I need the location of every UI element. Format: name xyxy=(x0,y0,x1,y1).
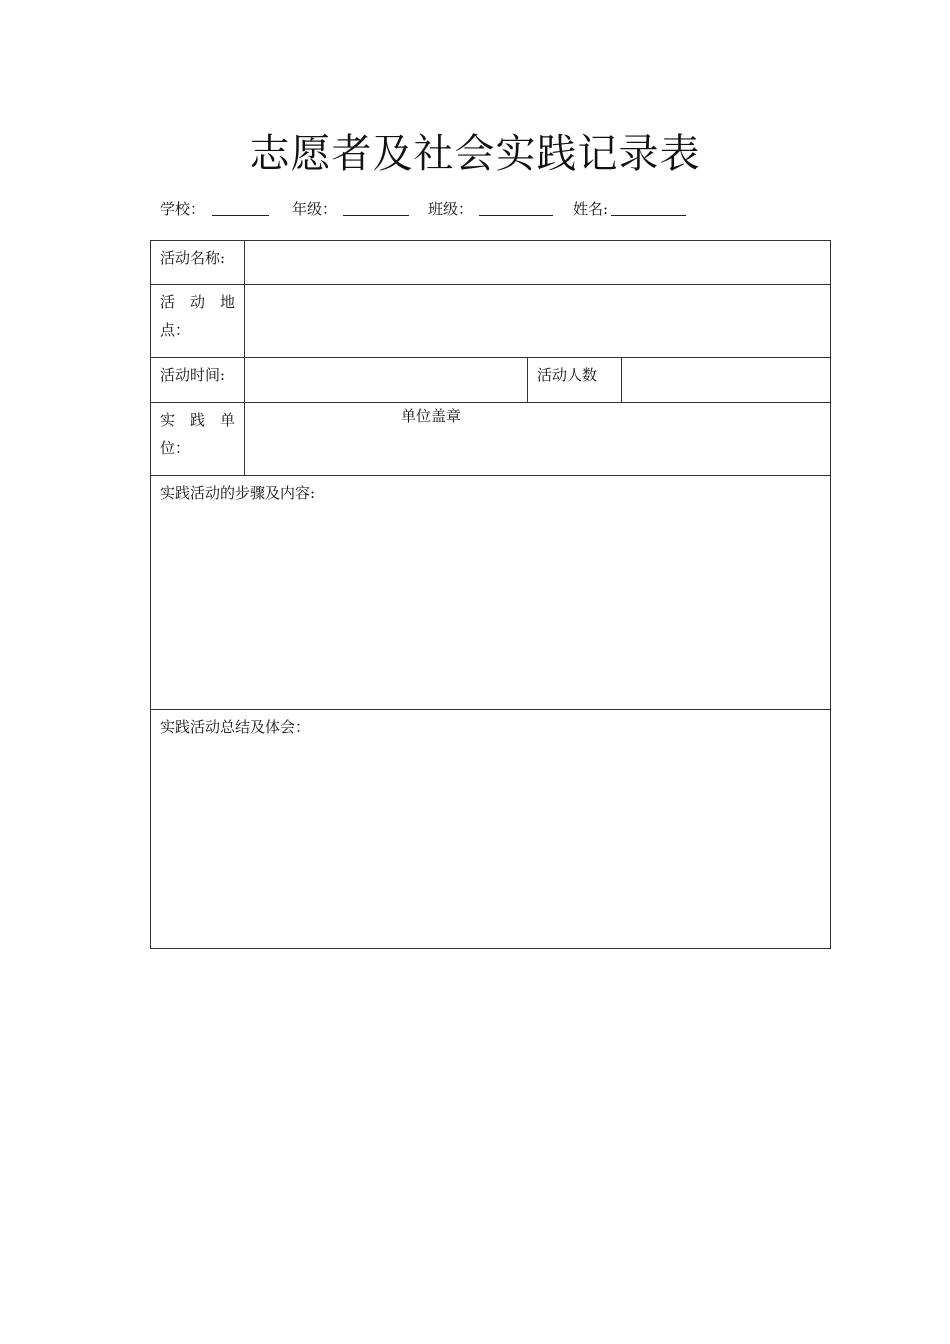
practice-unit-label-cell xyxy=(151,403,245,476)
summary-label: 实践活动总结及体会： xyxy=(160,718,311,736)
activity-place-row xyxy=(151,285,831,358)
grade-label: 年级： xyxy=(292,200,338,218)
grade-field[interactable] xyxy=(343,215,409,216)
participants-field[interactable] xyxy=(622,358,831,403)
activity-place-label-cell xyxy=(151,285,245,358)
class-field[interactable] xyxy=(479,215,553,216)
school-label: 学校： xyxy=(160,200,206,218)
class-label: 班级： xyxy=(428,200,474,218)
activity-time-label-cell xyxy=(151,358,245,403)
activity-name-field[interactable] xyxy=(245,241,831,285)
name-label: 姓名: xyxy=(573,200,609,218)
activity-place-label: 活 动 地 点： xyxy=(160,293,245,339)
summary-field[interactable] xyxy=(151,710,831,949)
steps-label: 实践活动的步骤及内容: xyxy=(160,484,316,502)
steps-row xyxy=(151,476,831,710)
practice-unit-label: 实 践 单 位： xyxy=(160,411,245,457)
practice-unit-field[interactable] xyxy=(245,403,831,476)
summary-row xyxy=(151,710,831,949)
steps-field[interactable] xyxy=(151,476,831,710)
activity-name-label-cell xyxy=(151,241,245,285)
name-field[interactable] xyxy=(611,215,686,216)
practice-unit-row xyxy=(151,403,831,476)
participants-label-cell xyxy=(528,358,622,403)
activity-place-field[interactable] xyxy=(245,285,831,358)
school-field[interactable] xyxy=(212,215,269,216)
record-form-table xyxy=(150,240,831,949)
document-title: 志愿者及社会实践记录表 xyxy=(249,131,701,177)
activity-time-row xyxy=(151,358,831,403)
unit-seal-label: 单位盖章 xyxy=(401,407,462,425)
activity-time-label: 活动时间: xyxy=(160,366,226,384)
activity-name-label: 活动名称: xyxy=(160,249,226,267)
activity-name-row xyxy=(151,241,831,285)
participants-label: 活动人数 xyxy=(537,366,598,384)
activity-time-field[interactable] xyxy=(245,358,528,403)
student-info-row xyxy=(0,196,950,220)
